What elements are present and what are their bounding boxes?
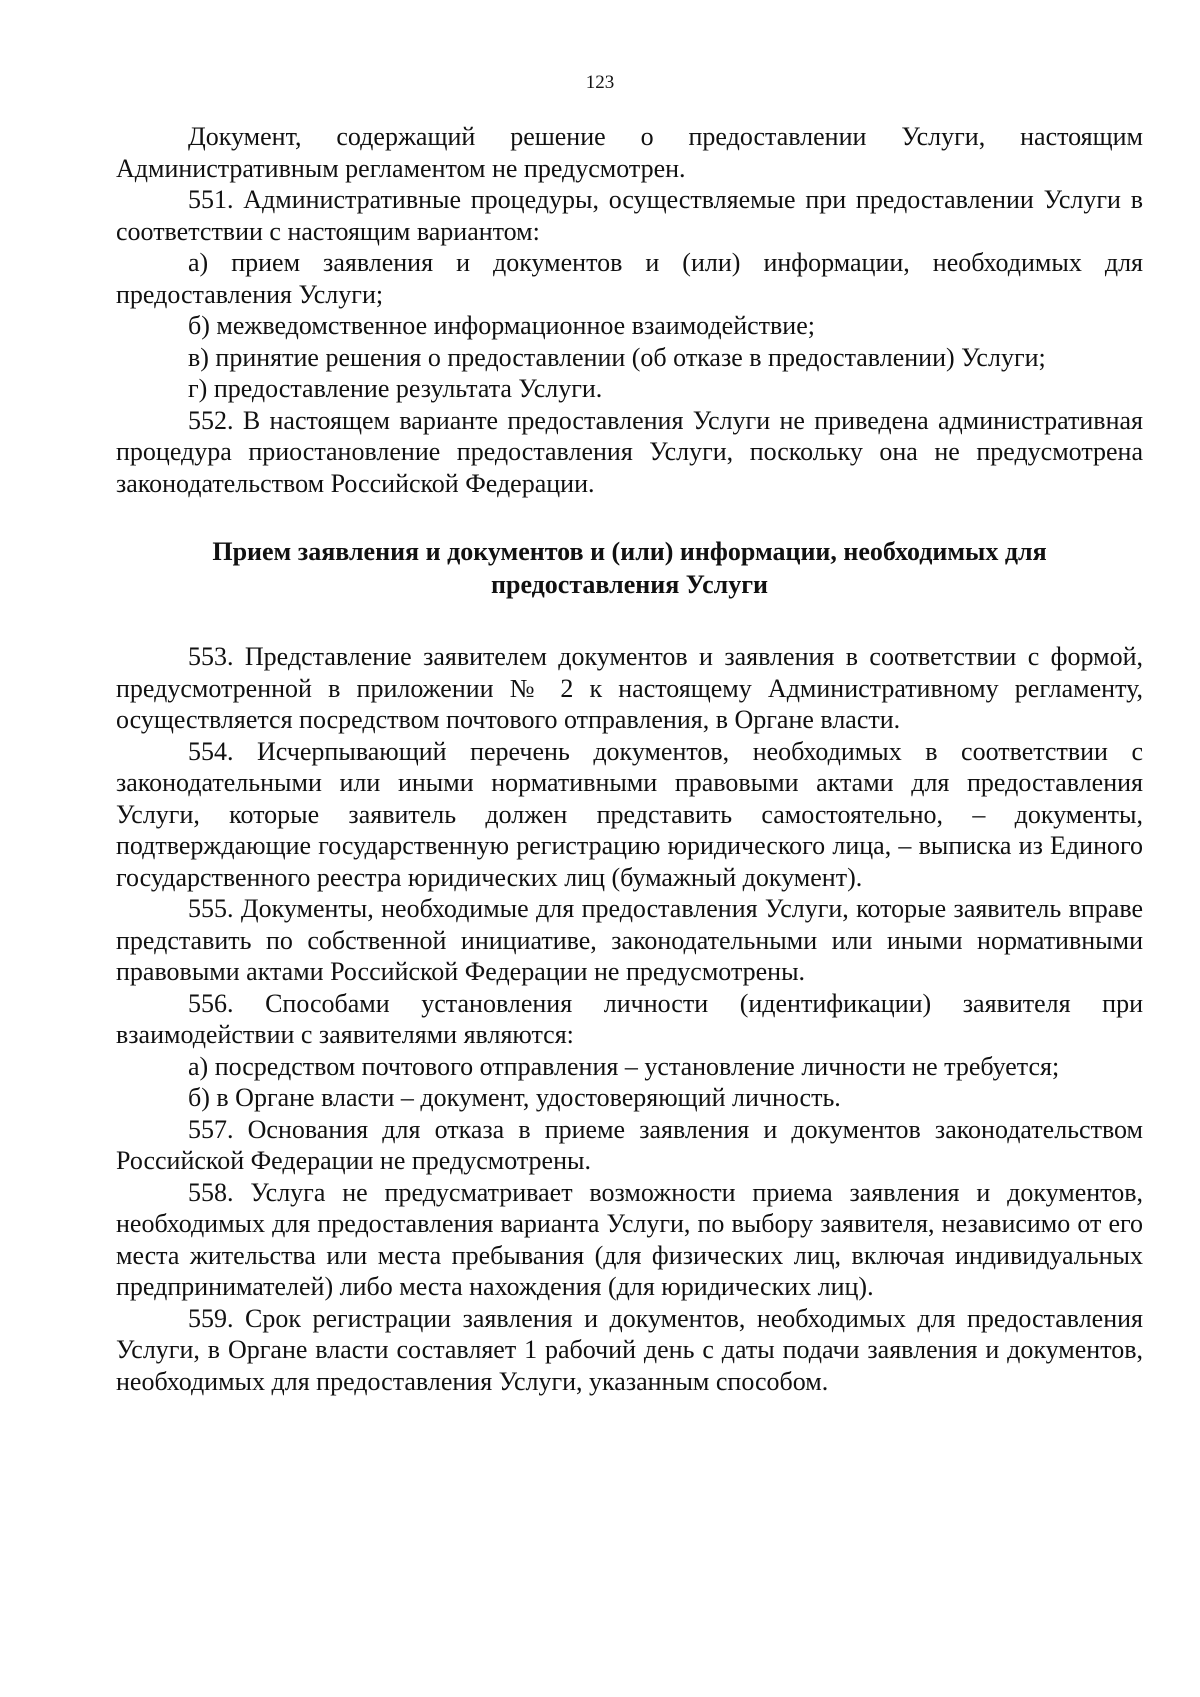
section-heading — [116, 535, 1143, 601]
paragraph-553: 553. Представление заявителем документов и заявления в соответствии с формой, предусмотренной в приложении № 2 к настоящему Административному регламенту, осуществляется посредством почтового отправления, в Органе власти. — [116, 642, 1143, 734]
paragraph-552: 552. В настоящем варианте предоставления Услуги не приведена административная процедура приостановление предоставления Услуги, поскольку она не предусмотрена законодательством Российской Федерации. — [116, 405, 1143, 498]
list-item-551-b: б) межведомственное информационное взаимодействие; — [188, 311, 815, 340]
paragraph-559: 559. Срок регистрации заявления и документов, необходимых для предоставления Услуги, в Органе власти составляет 1 рабочий день с даты подачи заявления и документов, необходимых для предоставления Услуги, указанным способом. — [116, 1303, 1143, 1396]
paragraph-554: 554. Исчерпывающий перечень документов, необходимых в соответствии с законодательными или иными нормативными правовыми актами для предоставления Услуги, которые заявитель должен представить самостоятельно, – документы, подтверждающие государственную регистрацию юридического лица, – выписка из Единого государственного реестра юридических лиц (бумажный документ). — [116, 736, 1143, 892]
paragraph-557: 557. Основания для отказа в приеме заявления и документов законодательством Российской Федерации не предусмотрены. — [116, 1114, 1143, 1175]
list-item-556-b: б) в Органе власти – документ, удостоверяющий личность. — [188, 1083, 841, 1112]
page-number: 123 — [585, 72, 615, 93]
paragraph-558: 558. Услуга не предусматривает возможности приема заявления и документов, необходимых для предоставления варианта Услуги, по выбору заявителя, независимо от его места жительства или места пребывания (для физических лиц, включая индивидуальных предпринимателей) либо места нахождения (для юридических лиц). — [116, 1177, 1143, 1301]
paragraph-551: 551. Административные процедуры, осуществляемые при предоставлении Услуги в соответствии с настоящим вариантом: — [116, 185, 1143, 246]
paragraph-result-document: Документ, содержащий решение о предоставлении Услуги, настоящим Административным регламентом не предусмотрен. — [116, 122, 1143, 183]
paragraph-556: 556. Способами установления личности (идентификации) заявителя при взаимодействии с заявителями являются: — [116, 988, 1143, 1049]
list-item-551-a: а) прием заявления и документов и (или) информации, необходимых для предоставления Услуги; — [116, 248, 1143, 309]
section-heading-line-2: предоставления Услуги — [491, 570, 768, 599]
document-body — [116, 121, 1143, 1397]
section-heading-line-1: Прием заявления и документов и (или) информации, необходимых для — [212, 537, 1047, 566]
list-item-556-a: а) посредством почтового отправления – установление личности не требуется; — [188, 1051, 1060, 1081]
list-item-551-g: г) предоставление результата Услуги. — [188, 374, 603, 403]
list-item-551-v: в) принятие решения о предоставлении (об отказе в предоставлении) Услуги; — [188, 342, 1046, 372]
paragraph-555: 555. Документы, необходимые для предоставления Услуги, которые заявитель вправе представить по собственной инициативе, законодательными или иными нормативными правовыми актами Российской Федерации не предусмотрены. — [116, 894, 1143, 986]
